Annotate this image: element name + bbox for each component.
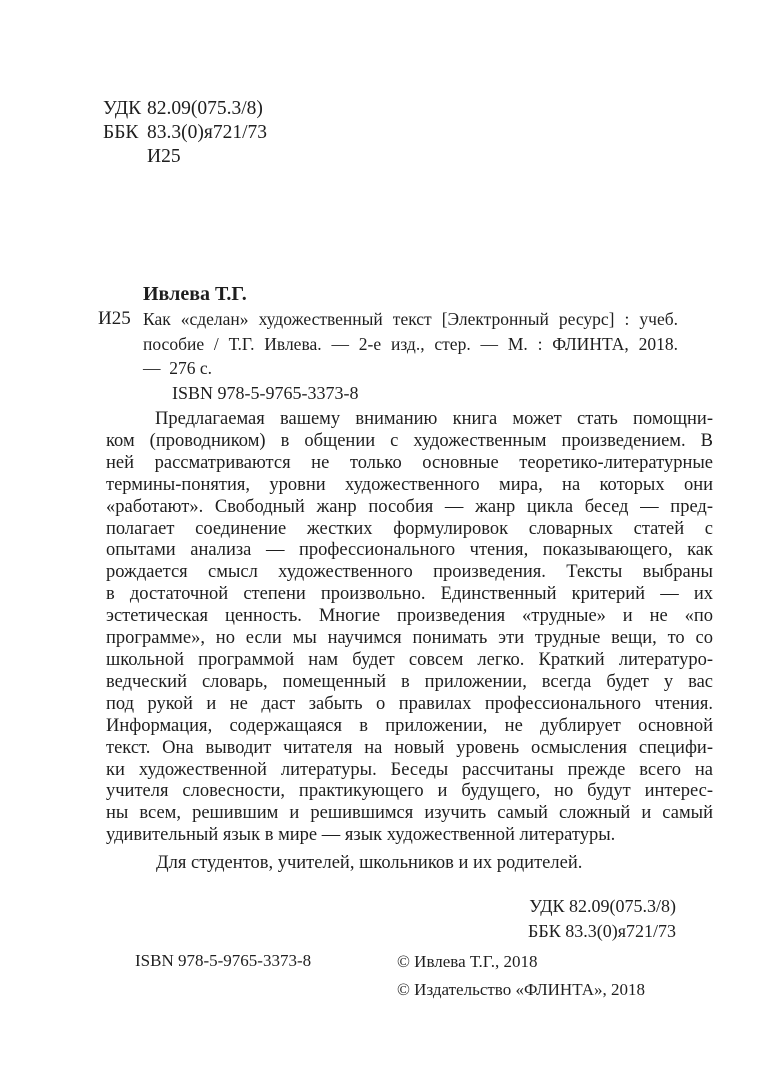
text-line: рождается смысл художественного произведения. Тексты выбраны (106, 562, 713, 583)
text-line: в достаточной степени произвольно. Единственный критерий — их (106, 584, 713, 605)
bottom-codes-block (528, 894, 676, 943)
bbk-value: 83.3(0)я721/73 (147, 122, 267, 143)
text-line: термины-понятия, уровни художественного мира, на которых они (106, 474, 713, 495)
bib-entry (98, 307, 678, 381)
text-line: Как «сделан» художественный текст [Электронный ресурс] : учеб. (143, 309, 678, 329)
text-line: ны всем, решившим и решившимся изучить самый сложный и самый (106, 803, 713, 824)
text-line: ком (проводником) в общении с художественным произведением. В (106, 430, 713, 451)
text-line: ней рассматриваются не только основные теоретико-литературные (106, 452, 713, 473)
text-line: под рукой и не даст забыть о правилах профессионального чтения. (106, 693, 713, 714)
udk-label: УДК (103, 98, 142, 119)
bbk-row (103, 121, 267, 145)
text-line: полагает соединение жестких формулировок словарных статей с (106, 518, 713, 539)
audience-line: Для студентов, учителей, школьников и их родителей. (156, 853, 583, 873)
author-code: И25 (147, 146, 181, 167)
text-line: Информация, содержащаяся в приложении, не дублирует основной (106, 715, 713, 736)
author-code-row (103, 145, 267, 169)
udk-value: 82.09(075.3/8) (147, 98, 263, 119)
copyright-author-line: © Ивлева Т.Г., 2018 (397, 952, 538, 971)
text-line: — 276 с. (143, 358, 213, 378)
text-line: пособие / Т.Г. Ивлева. — 2-е изд., стер. — М. : ФЛИНТА, 2018. (143, 333, 678, 354)
text-line: ки художественной литературы. Беседы рассчитаны прежде всего на (106, 759, 713, 780)
author-code-spacer (103, 145, 147, 169)
text-line: Предлагаемая вашему вниманию книга может стать помощни- (155, 409, 713, 429)
bottom-udk: УДК 82.09(075.3/8) (529, 896, 676, 916)
text-line: программе», но если мы научимся понимать эти трудные вещи, то со (106, 628, 713, 649)
footer-isbn: ISBN 978-5-9765-3373-8 (135, 951, 312, 970)
bottom-bbk: ББК 83.3(0)я721/73 (528, 920, 676, 941)
text-line: учителя словесности, практикующего и будущего, но будут интерес- (106, 781, 713, 802)
bbk-label: ББК (103, 122, 139, 143)
text-line: «работают». Свободный жанр пособия — жанр цикла бесед — пред- (106, 496, 713, 517)
annotation-paragraph (106, 409, 713, 847)
bib-entry-code: И25 (98, 308, 131, 329)
text-line: удивительный язык в мире — язык художественной литературы. (106, 825, 616, 846)
top-codes-block (103, 97, 267, 169)
text-line: эстетическая ценность. Многие произведения «трудные» и не «по (106, 606, 713, 627)
copyright-block (397, 948, 645, 1003)
isbn-top: ISBN 978-5-9765-3373-8 (172, 383, 359, 403)
text-line: текст. Она выводит читателя на новый уровень осмысления специфи- (106, 737, 713, 758)
text-line: школьной программой нам будет совсем легко. Краткий литературо- (106, 649, 713, 670)
udk-row (103, 97, 267, 121)
text-line: опытами анализа — профессионального чтения, показывающего, как (106, 540, 713, 561)
copyright-publisher-line: © Издательство «ФЛИНТА», 2018 (397, 979, 646, 999)
text-line: ведческий словарь, помещенный в приложении, всегда будет у вас (106, 671, 713, 692)
author-heading: Ивлева Т.Г. (143, 283, 247, 305)
bib-entry-lines (143, 307, 678, 381)
